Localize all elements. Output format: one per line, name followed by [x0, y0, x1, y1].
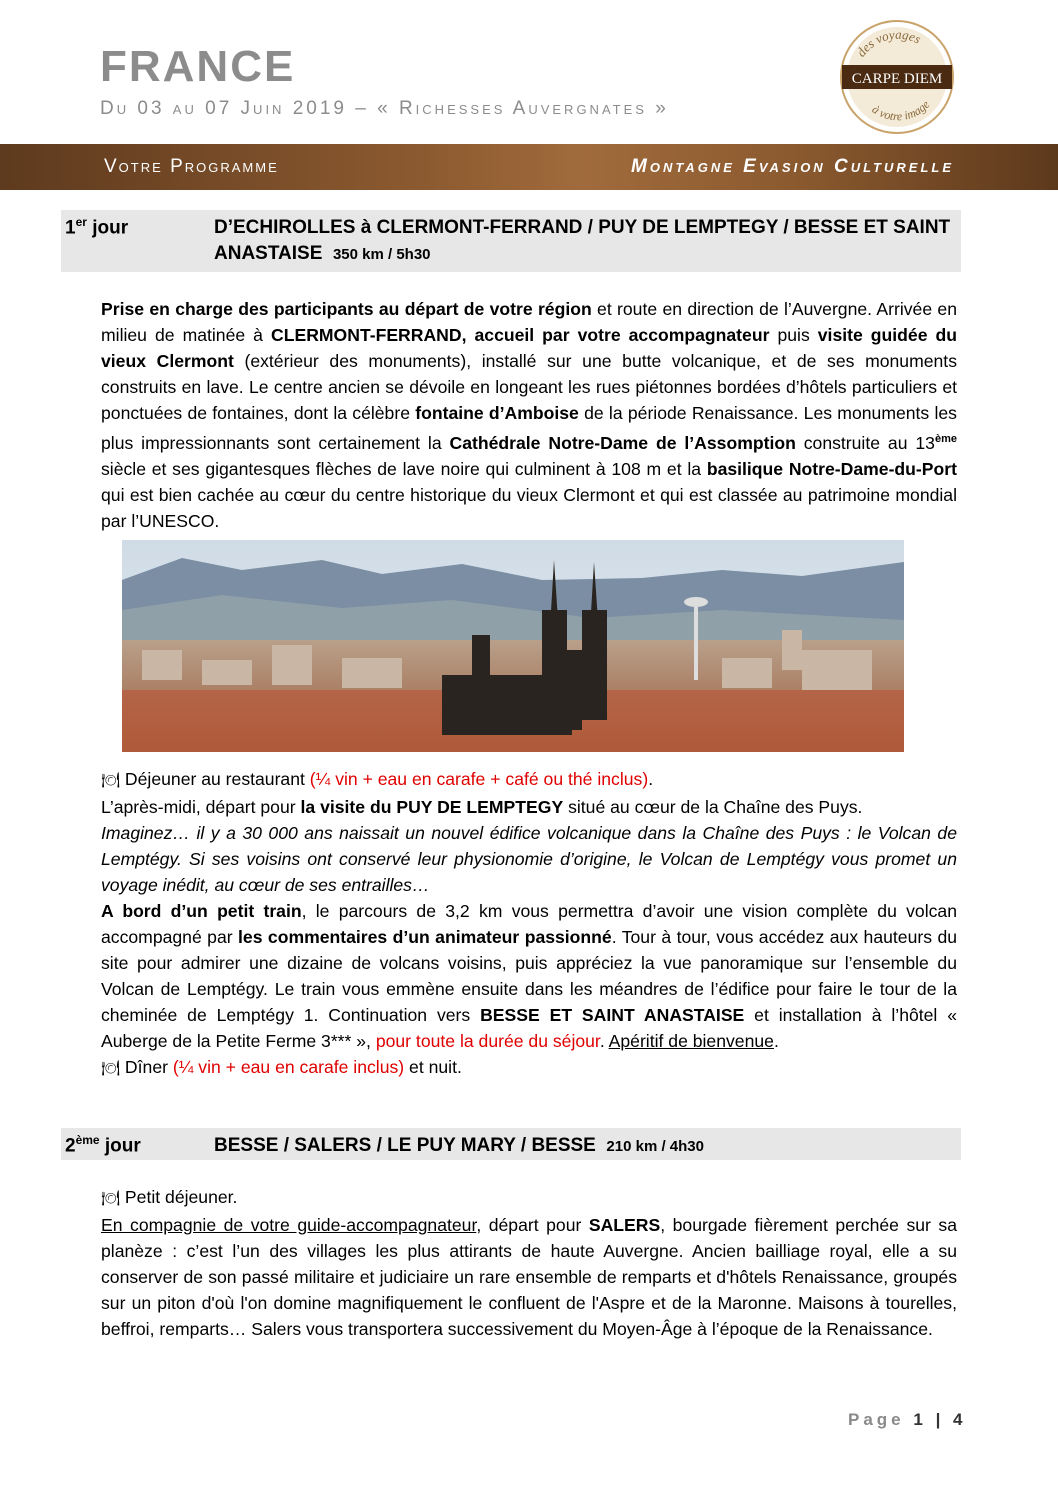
day1-afternoon: 🍽 Déjeuner au restaurant (¼ vin + eau en carafe + café ou thé inclus). L’après-midi, départ pour la visite du PUY DE LEMPTEGY situé au cœur de la Chaîne des Puys. Imaginez… il y a 30 000 ans naissait un nouvel édifice volcanique dans la Chaîne des Puys : le Volcan de Lemptégy. Si ses voisins ont conservé leur physionomie d’origine, le Volcan de Lemptégy vous promet un voyage inédit, au cœur de ses entrailles… A bord d’un petit train, le parcours de 3,2 km vous permettra d’avoir une vision complète du volcan accompagné par les commentaires d’un animateur passionné. Tour à tour, vous accédez aux hauteurs du site pour admirer une dizaine de volcans voisins, puis appréciez la vue panoramique sur l’ensemble du Volcan de Lemptégy. Le train vous emmène ensuite dans les méandres de l’édifice pour faire le tour de la cheminée de Lemptégy 1. Continuation vers BESSE ET SAINT ANASTAISE et installation à l’hôtel « Auberge de la Petite Ferme 3*** », pour toute la durée du séjour. Apéritif de bienvenue. 🍽 Dîner (¼ vin + eau en carafe inclus) et nuit.	[101, 766, 957, 1082]
carpe-diem-logo	[838, 18, 956, 136]
day1-header	[61, 210, 961, 272]
day2-body: 🍽 Petit déjeuner. En compagnie de votre guide-accompagnateur, départ pour SALERS, bourgade fièrement perchée sur sa planèze : c’est l’un des villages les plus attirants de haute Auvergne. Ancien bailliage royal, elle a su conserver de son passé militaire et judiciaire un rare ensemble de remparts et d'hôtels Renaissance, groupés sur un piton d'où l'on domine magnifiquement le confluent de l'Aspre et de la Maronne. Maisons à tourelles, beffroi, remparts… Salers vous transportera successivement du Moyen-Âge à l’époque de la Renaissance.	[101, 1184, 957, 1342]
day2-header	[61, 1128, 961, 1160]
day1-distance: 350 km / 5h30	[332, 246, 431, 263]
restaurant-icon: 🍽	[101, 1060, 121, 1077]
day1-lunch: 🍽 Déjeuner au restaurant (¼ vin + eau en carafe + café ou thé inclus).	[101, 769, 654, 789]
restaurant-icon: 🍽	[101, 1190, 121, 1207]
svg-text:CARPE DIEM: CARPE DIEM	[851, 71, 943, 87]
trip-subtitle: Du 03 au 07 Juin 2019 – « Richesses Auvergnates »	[100, 98, 669, 119]
day1-dinner: 🍽 Dîner (¼ vin + eau en carafe inclus) et nuit.	[101, 1057, 462, 1077]
day2-distance: 210 km / 4h30	[606, 1138, 704, 1155]
day1-label: 1er jour	[65, 215, 129, 239]
clermont-cathedral-photo	[122, 540, 904, 752]
day2-breakfast: 🍽 Petit déjeuner.	[101, 1187, 238, 1207]
svg-text:à votre image: à votre image	[869, 97, 933, 124]
restaurant-icon: 🍽	[101, 772, 121, 789]
page-title: FRANCE	[100, 42, 296, 91]
day2-label: 2ème jour	[65, 1133, 141, 1157]
day1-intro: Prise en charge des participants au départ de votre région et route en direction de l’Auvergne. Arrivée en milieu de matinée à CLERMONT-FERRAND, accueil par votre accompagnateur puis visite guidée du vieux Clermont (extérieur des monuments), installé sur une butte volcanique, et de ses monuments construits en lave. Le centre ancien se dévoile en longeant les rues piétonnes bordées d’hôtels particuliers et ponctuées de fontaines, dont la célèbre fontaine d’Amboise de la période Renaissance. Les monuments les plus impressionnants sont certainement la Cathédrale Notre-Dame de l’Assomption construite au 13ème siècle et ses gigantesques flèches de lave noire qui culminent à 108 m et la basilique Notre-Dame-du-Port qui est bien cachée au cœur du centre historique du vieux Clermont et qui est classée au patrimoine mondial par l’UNESCO.	[101, 299, 957, 531]
svg-text:des voyages: des voyages	[853, 26, 924, 60]
day2-title: BESSE / SALERS / LE PUY MARY / BESSE 210 km / 4h30	[214, 1135, 704, 1156]
band-right-label: Montagne Evasion Culturelle	[631, 156, 954, 177]
day1-title: D’ECHIROLLES à CLERMONT-FERRAND / PUY DE LEMPTEGY / BESSE ET SAINT ANASTAISE 350 km / 5h30	[214, 217, 951, 264]
page-number: Page 1 | 4	[848, 1410, 967, 1429]
program-band	[0, 144, 1058, 190]
band-left-label: Votre Programme	[104, 156, 279, 177]
